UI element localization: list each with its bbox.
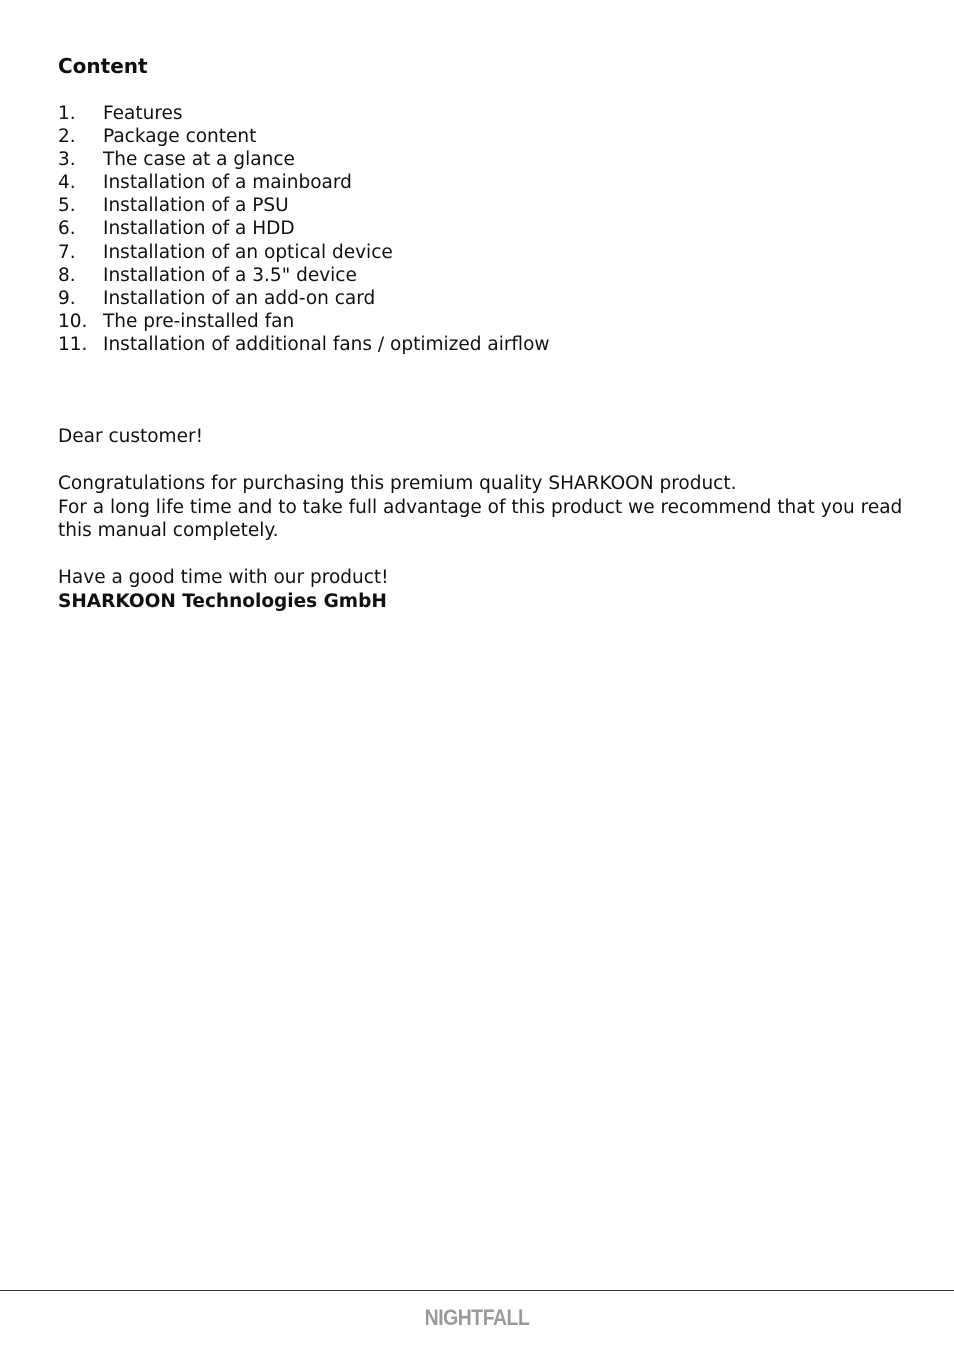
toc-item [58,102,908,125]
toc-item-number: 10. [58,310,88,332]
toc-item [58,287,908,310]
toc-item [58,171,908,194]
toc-item-number: 4. [58,172,76,194]
toc-item [58,264,908,287]
content-heading: Content [58,54,148,78]
toc-item [58,310,908,333]
toc-item-label: Installation of a PSU [103,195,289,217]
toc-item-number: 9. [58,287,76,309]
company-name: SHARKOON Technologies GmbH [58,590,387,612]
toc-item-number: 3. [58,149,76,171]
toc-item-label: Installation of additional fans / optimized airflow [103,333,550,355]
toc-item-number: 6. [58,218,76,240]
toc-item [58,217,908,240]
letter-greeting: Dear customer! [58,426,203,447]
toc-item [58,194,908,217]
toc-item-label: Installation of an optical device [103,241,393,263]
toc-item-number: 2. [58,126,76,148]
table-of-contents [58,102,908,356]
footer-divider [0,1290,954,1291]
toc-item-number: 11. [58,333,88,355]
toc-item-label: Installation of a mainboard [103,172,352,194]
letter-signoff [58,566,908,613]
toc-item [58,125,908,148]
toc-item-label: The pre-installed fan [103,310,295,332]
manual-page [58,52,908,612]
toc-item-number: 1. [58,103,76,124]
toc-item-label: Package content [103,126,257,148]
toc-item-label: The case at a glance [103,149,295,171]
customer-letter [58,425,908,637]
letter-body [58,472,908,543]
toc-item [58,241,908,264]
toc-item-label: Features [103,103,183,124]
toc-item-number: 5. [58,195,76,217]
toc-item-label: Installation of an add-on card [103,287,376,309]
toc-item-number: 7. [58,241,76,263]
toc-item [58,148,908,171]
toc-item-label: Installation of a 3.5" device [103,264,357,286]
letter-closing: Have a good time with our product! [58,567,389,588]
letter-paragraph-1: Congratulations for purchasing this premium quality SHARKOON product. [58,473,737,494]
toc-item-label: Installation of a HDD [103,218,295,240]
footer-brand: NIGHTFALL [424,1305,530,1330]
toc-item [58,333,908,356]
letter-paragraph-2: For a long life time and to take full advantage of this product we recommend that you read this manual completely. [58,496,903,541]
toc-item-number: 8. [58,264,76,286]
